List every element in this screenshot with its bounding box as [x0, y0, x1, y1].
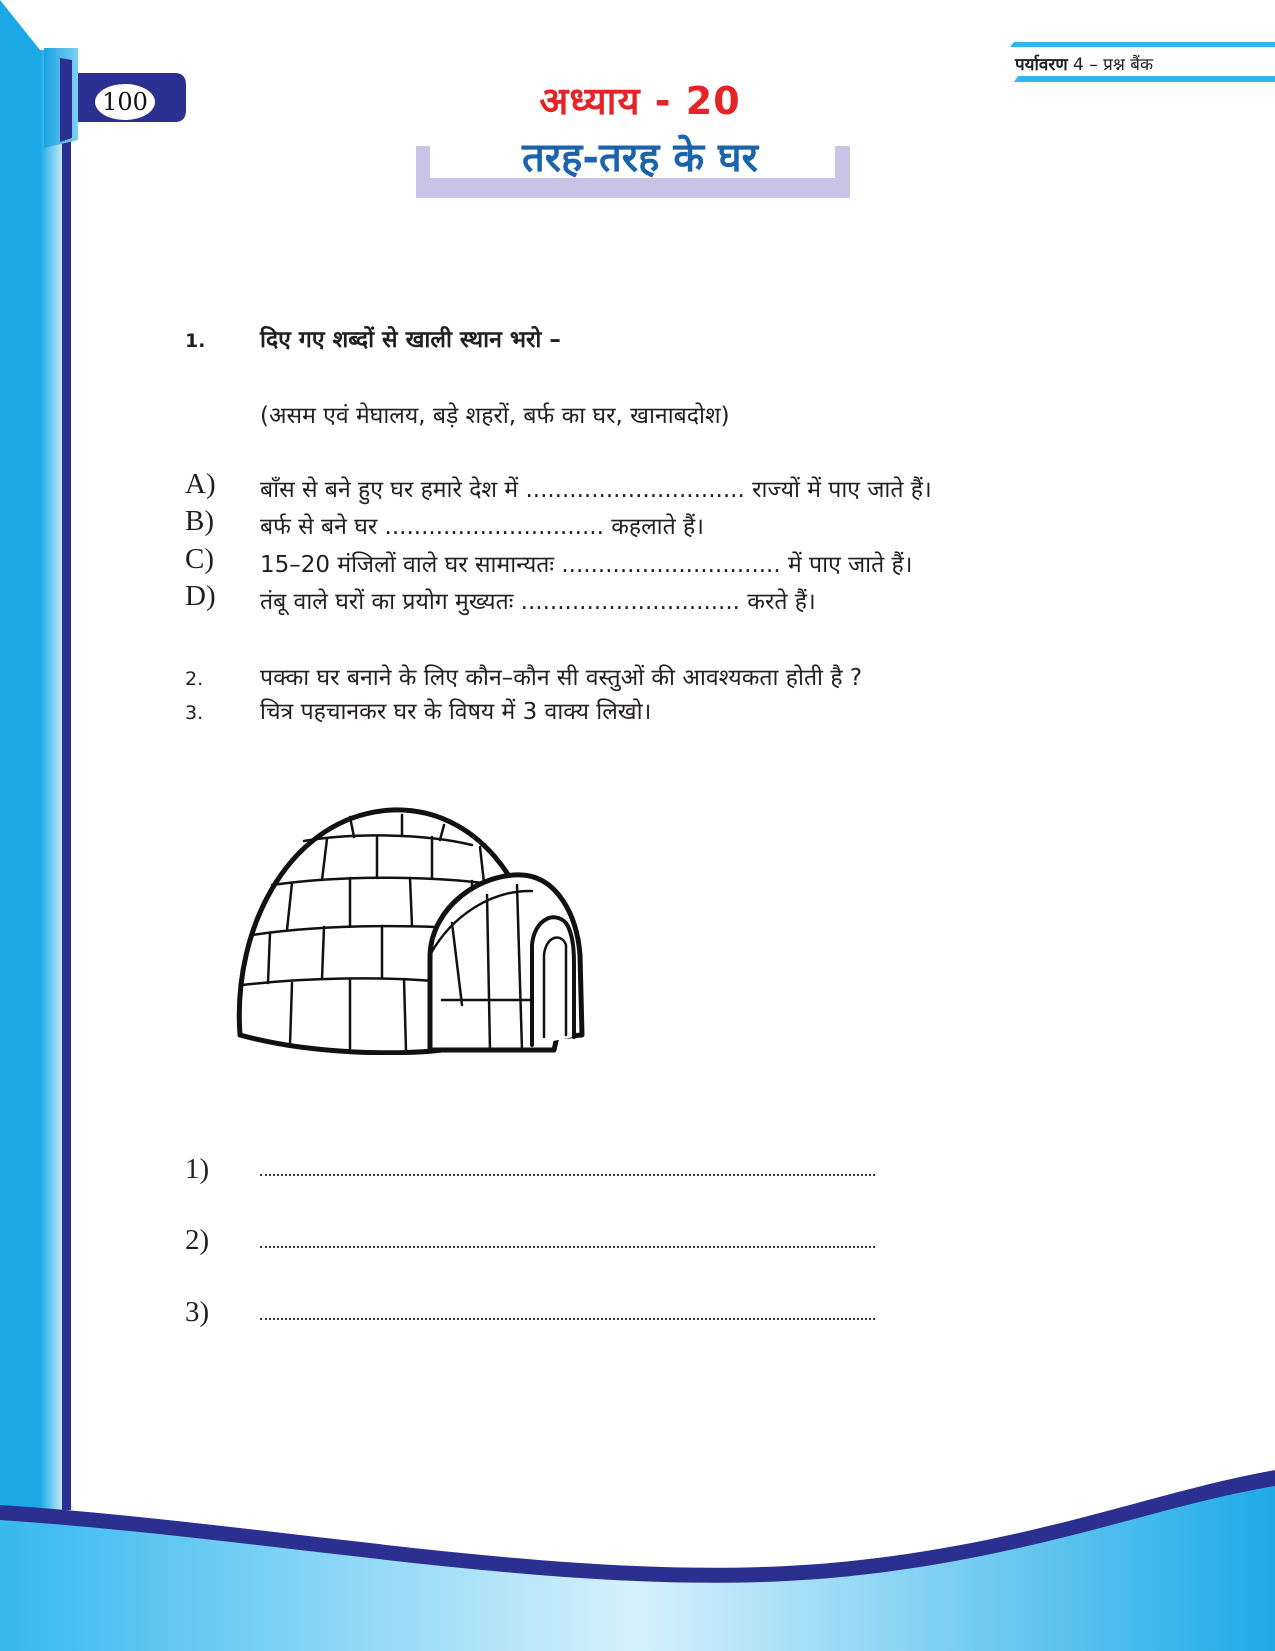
book-title: पर्यावरण [1015, 55, 1068, 75]
item-c-text: 15–20 मंजिलों वाले घर सामान्यतः .............................. में पाए जाते हैं। [260, 552, 913, 578]
book-header [1015, 52, 1245, 75]
igloo-illustration [232, 805, 592, 1055]
answer-label-2: 2) [185, 1224, 210, 1256]
item-a-text: बाँस से बने हुए घर हमारे देश में .............................. राज्यों में पाए जाते हैं। [260, 477, 932, 503]
answer-label-3: 3) [185, 1296, 210, 1328]
item-c-letter: C) [185, 543, 214, 575]
answer-line-3[interactable] [260, 1318, 875, 1320]
question-1-number: 1. [185, 330, 206, 352]
chapter-number: अध्याय - 20 [539, 79, 741, 123]
question-1-word-options: (असम एवं मेघालय, बड़े शहरों, बर्फ का घर, खानाबदोश) [260, 403, 730, 429]
answer-line-2[interactable] [260, 1246, 875, 1248]
page-number: 100 [102, 88, 148, 116]
book-subtitle: 4 – प्रश्न बैंक [1073, 55, 1154, 75]
item-a-letter: A) [185, 468, 216, 500]
question-2-number: 2. [185, 668, 204, 690]
item-b-letter: B) [185, 505, 214, 537]
question-3-number: 3. [185, 702, 204, 724]
question-2-text: पक्का घर बनाने के लिए कौन–कौन सी वस्तुओं की आवश्यकता होती है ? [260, 665, 863, 691]
item-d-letter: D) [185, 580, 216, 612]
item-d-text: तंबू वाले घरों का प्रयोग मुख्यतः .............................. करते हैं। [260, 589, 816, 615]
question-1-prompt: दिए गए शब्दों से खाली स्थान भरो – [260, 327, 561, 353]
answer-label-1: 1) [185, 1153, 210, 1185]
chapter-title: तरह-तरह के घर [522, 135, 758, 181]
question-3-text: चित्र पहचानकर घर के विषय में 3 वाक्य लिखो। [260, 699, 652, 725]
answer-line-1[interactable] [260, 1174, 875, 1176]
item-b-text: बर्फ से बने घर .............................. कहलाते हैं। [260, 514, 704, 540]
